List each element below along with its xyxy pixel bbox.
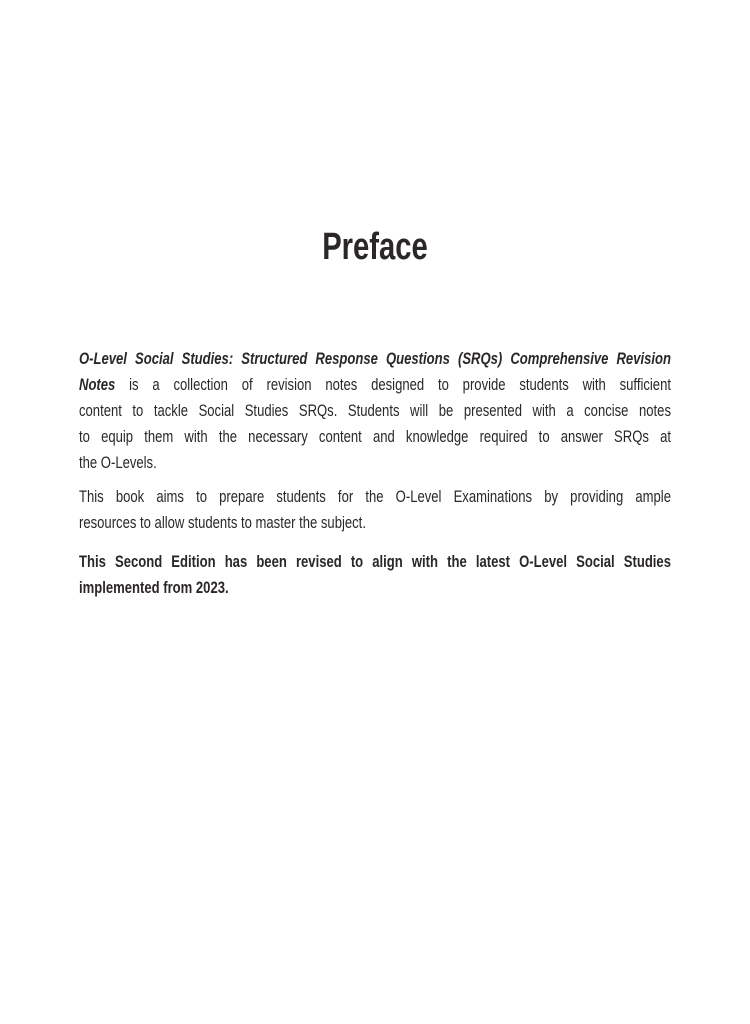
text-segment-bold: This Second Edition has been revised to align with the latest O-Level Social Studies [79,552,671,571]
text-line [79,372,671,398]
text-segment: the O-Levels. [79,453,157,472]
paragraph-book-aims [79,484,671,536]
preface-body [79,346,671,601]
paragraph-second-edition [79,549,671,601]
text-segment: resources to allow students to master the subject. [79,513,366,532]
paragraph-about-book [79,346,671,476]
text-segment: content to tackle Social Studies SRQs. Students will be presented with a concise notes [79,401,671,420]
text-line [79,398,671,424]
text-segment-bold-italic: Notes [79,375,116,394]
text-line [79,424,671,450]
text-line [79,450,671,476]
text-segment-bold-italic: O-Level Social Studies: Structured Response Questions (SRQs) Comprehensive Revision [79,349,671,368]
text-line [79,575,671,601]
page-content [79,0,671,601]
text-segment: to equip them with the necessary content and knowledge required to answer SRQs at [79,427,671,446]
text-line [79,484,671,510]
text-segment-bold: implemented from 2023. [79,578,229,597]
text-line [79,549,671,575]
text-line [79,346,671,372]
text-segment: This book aims to prepare students for the O-Level Examinations by providing ample [79,487,671,506]
text-line [79,510,671,536]
text-segment: is a collection of revision notes designed to provide students with sufficient [115,375,671,394]
page-title: Preface [322,226,428,268]
